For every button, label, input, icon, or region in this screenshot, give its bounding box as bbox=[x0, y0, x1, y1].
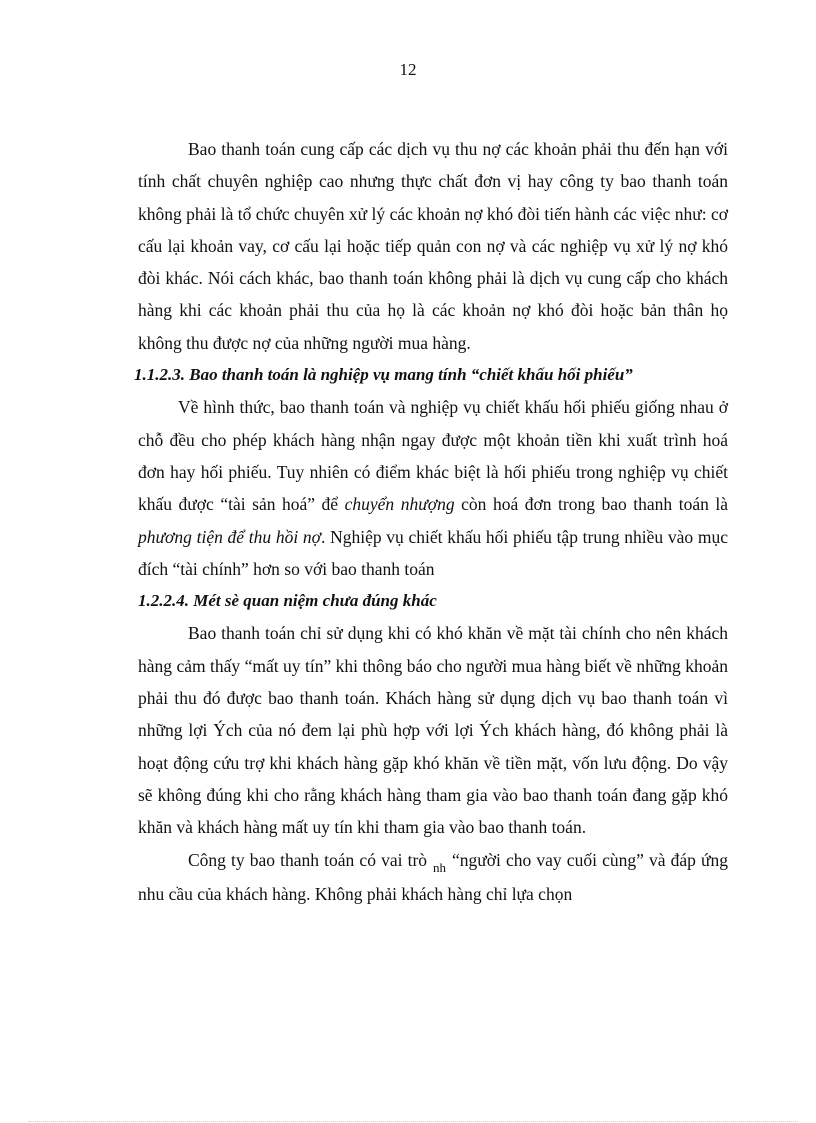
paragraph-text: Công ty bao thanh toán có vai trò bbox=[188, 849, 428, 870]
emphasis-debt-recovery: phương tiện để thu hồi nợ bbox=[138, 526, 321, 547]
paragraph-lender-role bbox=[138, 844, 728, 911]
paragraph-misconceptions: Bao thanh toán chỉ sử dụng khi có khó khăn về mặt tài chính cho nên khách hàng cảm thấy “mất uy tín” khi thông báo cho người mua hàng biết về những khoản phải thu đó được bao thanh toán. Khách hàng sử dụng dịch vụ bao thanh toán vì những lợi Ých của nó đem lại phù hợp với lợi Ých khách hàng, đó không phải là hoạt động cứu trợ khi khách hàng gặp khó khăn về tiền mặt, vốn lưu động. Do vậy sẽ không đúng khi cho rằng khách hàng tham gia vào bao thanh toán đang gặp khó khăn và khách hàng mất uy tín khi tham gia vào bao thanh toán. bbox=[138, 623, 728, 838]
paragraph-text: còn hoá đơn trong bao thanh toán là bbox=[454, 494, 729, 515]
paragraph-text: “người cho vay cuối cùng” và đáp ứng nhu cầu của khách hàng. Không phải khách hàng chỉ lựa chọn bbox=[138, 849, 728, 904]
page-number: 12 bbox=[399, 60, 417, 79]
paragraph-factoring-debt-collection: Bao thanh toán cung cấp các dịch vụ thu nợ các khoản phải thu đến hạn với tính chất chuyên nghiệp cao nhưng thực chất đơn vị hay công ty bao thanh toán không phải là tổ chức chuyên xử lý các khoản nợ khó đòi tiến hành các việc như: cơ cấu lại khoản vay, cơ cấu lại hoặc tiếp quản con nợ và các nghiệp vụ xử lý nợ khó đòi khác. Nói cách khác, bao thanh toán không phải là dịch vụ cung cấp cho khách hàng khi các khoản phải thu của họ là các khoản nợ khó đòi hoặc bản thân họ không thu được nợ của những người mua hàng. bbox=[138, 139, 728, 353]
section-heading-1-2-2-4: 1.2.2.4. Mét sè quan niệm chưa đúng khác bbox=[138, 591, 437, 611]
page-bottom-border bbox=[28, 1121, 798, 1122]
stray-fragment: nh bbox=[433, 859, 447, 875]
paragraph-text: Về hình thức, bao thanh toán và nghiệp vụ chiết khấu hối phiếu giống nhau ở chỗ đều cho phép khách hàng nhận ngay được một khoản tiền khi xuất trình hoá đơn hay hối phiếu. Tuy nhiên có điểm khác biệt là hối phiếu trong nghiệp vụ chiết khấu được “tài sản hoá” để bbox=[138, 397, 728, 515]
document-body bbox=[134, 133, 729, 910]
emphasis-transfer: chuyển nhượng bbox=[344, 494, 455, 515]
paragraph-text: . Nghiệp vụ chiết khấu hối phiếu tập trung nhiều vào mục đích “tài chính” hơn so với bao thanh toán bbox=[138, 526, 728, 579]
section-heading-1-1-2-3: 1.1.2.3. Bao thanh toán là nghiệp vụ mang tính “chiết khấu hối phiếu” bbox=[134, 365, 633, 385]
paragraph-bill-discounting bbox=[138, 391, 728, 585]
